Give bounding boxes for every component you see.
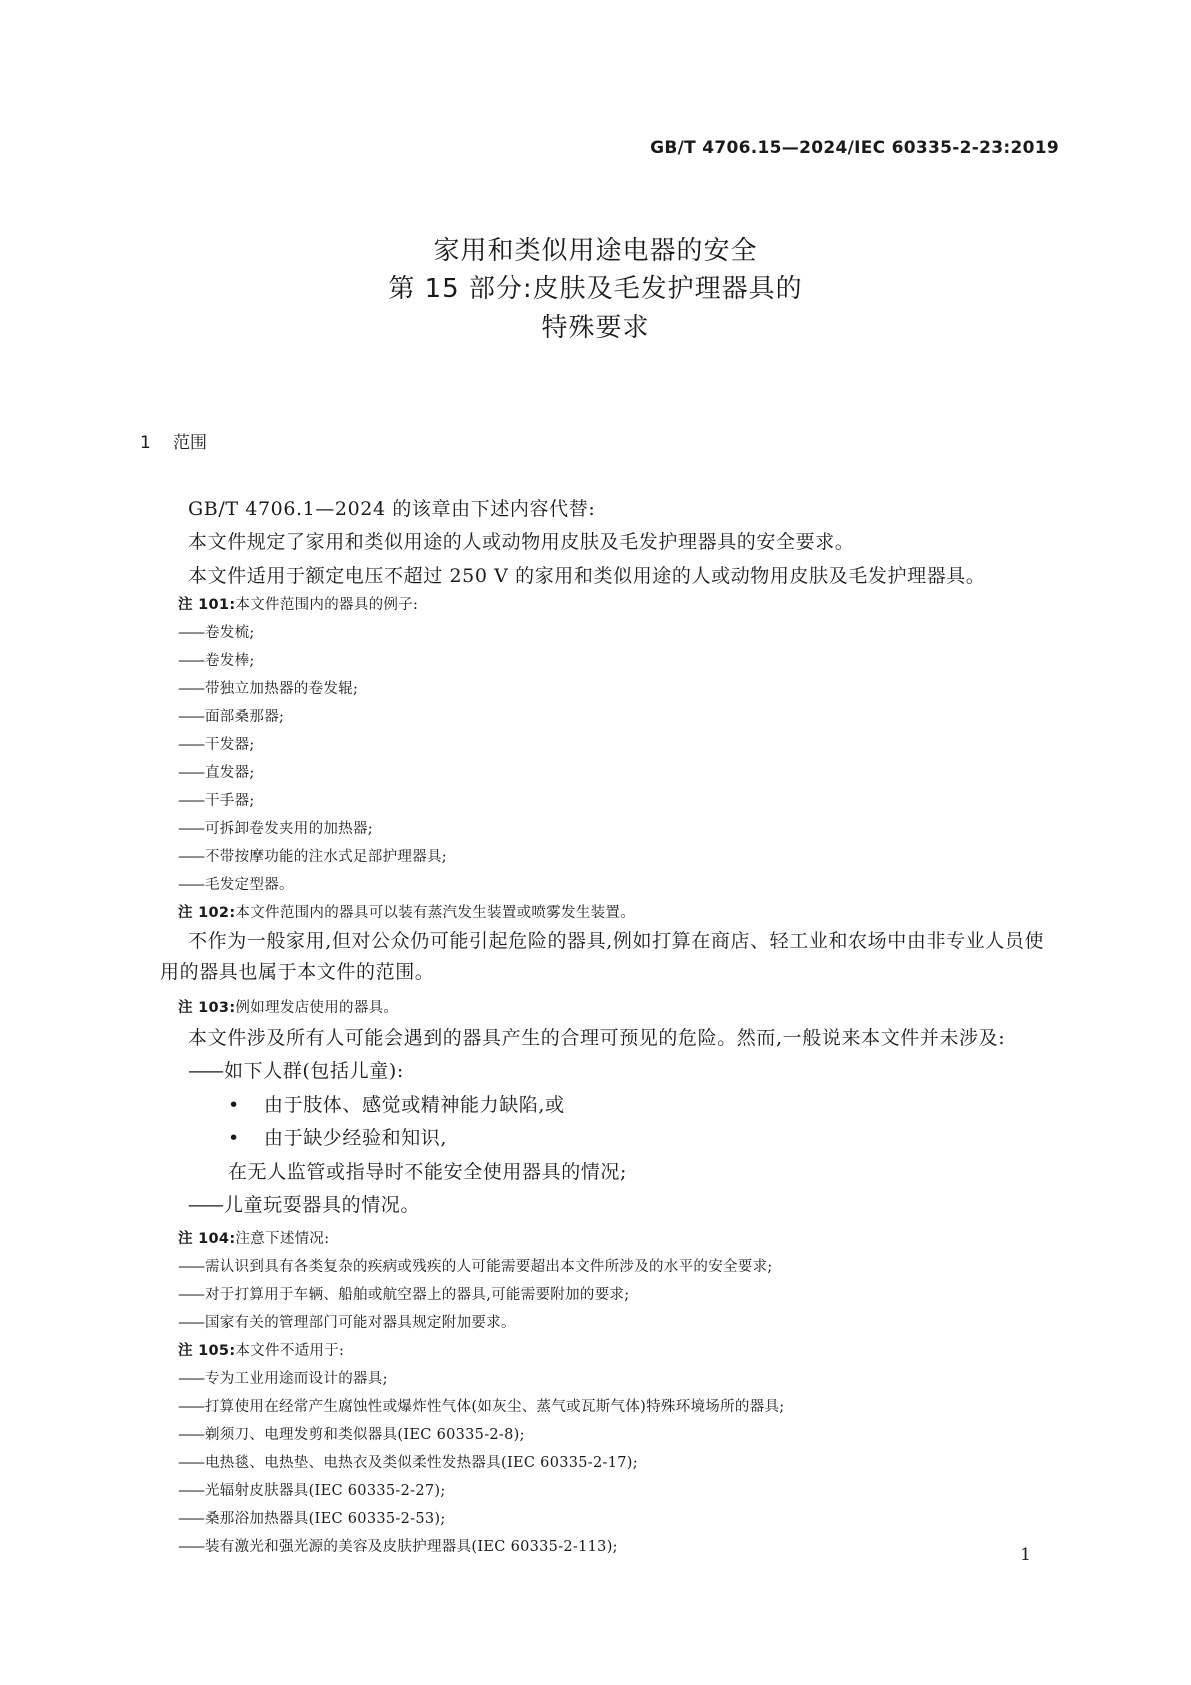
paragraph-5: 本文件涉及所有人可能会遇到的器具产生的合理可预见的危险。然而,一般说来本文件并未涉及: [188,1027,1006,1049]
paragraph-3: 本文件适用于额定电压不超过 250 V 的家用和类似用途的人或动物用皮肤及毛发护理器具。 [188,565,986,587]
list-item: —— 桑那浴加热器具(IEC 60335-2-53); [178,1511,446,1527]
note-label: 注 105: [178,1343,236,1359]
note-101 [178,593,418,614]
note-104 [178,1227,329,1248]
list-item: —— 干发器; [178,737,255,753]
list-item: —— 装有激光和强光源的美容及皮肤护理器具(IEC 60335-2-113); [178,1539,618,1555]
bullet-icon: • [228,1127,240,1149]
note-label: 注 101: [178,597,236,613]
list-item: —— 对于打算用于车辆、船舶或航空器上的器具,可能需要附加的要求; [178,1287,630,1303]
bullet-icon: • [228,1094,240,1116]
list-item: —— 光辐射皮肤器具(IEC 60335-2-27); [178,1483,446,1499]
list-item: —— 面部桑那器; [178,709,285,725]
note-label: 注 102: [178,905,236,921]
note-text: 本文件不适用于: [235,1343,345,1359]
note-text: 例如理发店使用的器具。 [235,1000,399,1016]
note-105 [178,1339,344,1360]
list-item: —— 不带按摩功能的注水式足部护理器具; [178,849,447,865]
note-103 [178,996,398,1017]
list-item: —— 毛发定型器。 [178,877,294,893]
list-item: —— 国家有关的管理部门可能对器具规定附加要求。 [178,1315,516,1331]
standard-number: GB/T 4706.15—2024/IEC 60335-2-23:2019 [650,138,1059,158]
section-heading [140,428,207,453]
list-item: —— 可拆卸卷发夹用的加热器; [178,821,373,837]
title-line-2: 第 15 部分:皮肤及毛发护理器具的 [388,274,803,304]
note-text: 本文件范围内的器具的例子: [235,597,419,613]
list-item: —— 剃须刀、电理发剪和类似器具(IEC 60335-2-8); [178,1427,525,1443]
note-text: 注意下述情况: [235,1231,330,1247]
list-item: —— 直发器; [178,765,255,781]
list-item: —— 电热毯、电热垫、电热衣及类似柔性发热器具(IEC 60335-2-17); [178,1455,638,1471]
note-label: 注 104: [178,1231,236,1247]
list-item: —— 儿童玩耍器具的情况。 [188,1194,421,1216]
title-line-3: 特殊要求 [541,313,650,343]
section-title: 范围 [173,433,207,453]
list-item: —— 卷发棒; [178,653,255,669]
paragraph-1: GB/T 4706.1—2024 的该章由下述内容代替: [188,498,596,520]
note-label: 注 103: [178,1000,236,1016]
list-item: —— 如下人群(包括儿童): [188,1060,404,1082]
list-item: —— 干手器; [178,793,255,809]
list-item: —— 带独立加热器的卷发辊; [178,681,359,697]
list-item: —— 卷发梳; [178,625,255,641]
paragraph-continuation: 在无人监管或指导时不能安全使用器具的情况; [228,1161,628,1183]
list-item: —— 打算使用在经常产生腐蚀性或爆炸性气体(如灰尘、蒸气或瓦斯气体)特殊环境场所的器具; [178,1399,785,1415]
note-text: 本文件范围内的器具可以装有蒸汽发生装置或喷雾发生装置。 [235,905,636,921]
section-number: 1 [140,433,151,453]
note-102 [178,901,635,922]
title-line-1: 家用和类似用途电器的安全 [433,236,758,266]
bullet-item: • 由于缺少经验和知识, [228,1127,448,1149]
page-number: 1 [1020,1545,1031,1565]
bullet-item: • 由于肢体、感觉或精神能力缺陷,或 [228,1094,565,1116]
paragraph-4: 不作为一般家用,但对公众仍可能引起危险的器具,例如打算在商店、轻工业和农场中由非专业人员使用的器具也属于本文件的范围。 [160,930,1045,983]
list-item: —— 需认识到具有各类复杂的疾病或残疾的人可能需要超出本文件所涉及的水平的安全要求; [178,1259,773,1275]
list-item: —— 专为工业用途而设计的器具; [178,1371,388,1387]
paragraph-2: 本文件规定了家用和类似用途的人或动物用皮肤及毛发护理器具的安全要求。 [188,531,855,553]
